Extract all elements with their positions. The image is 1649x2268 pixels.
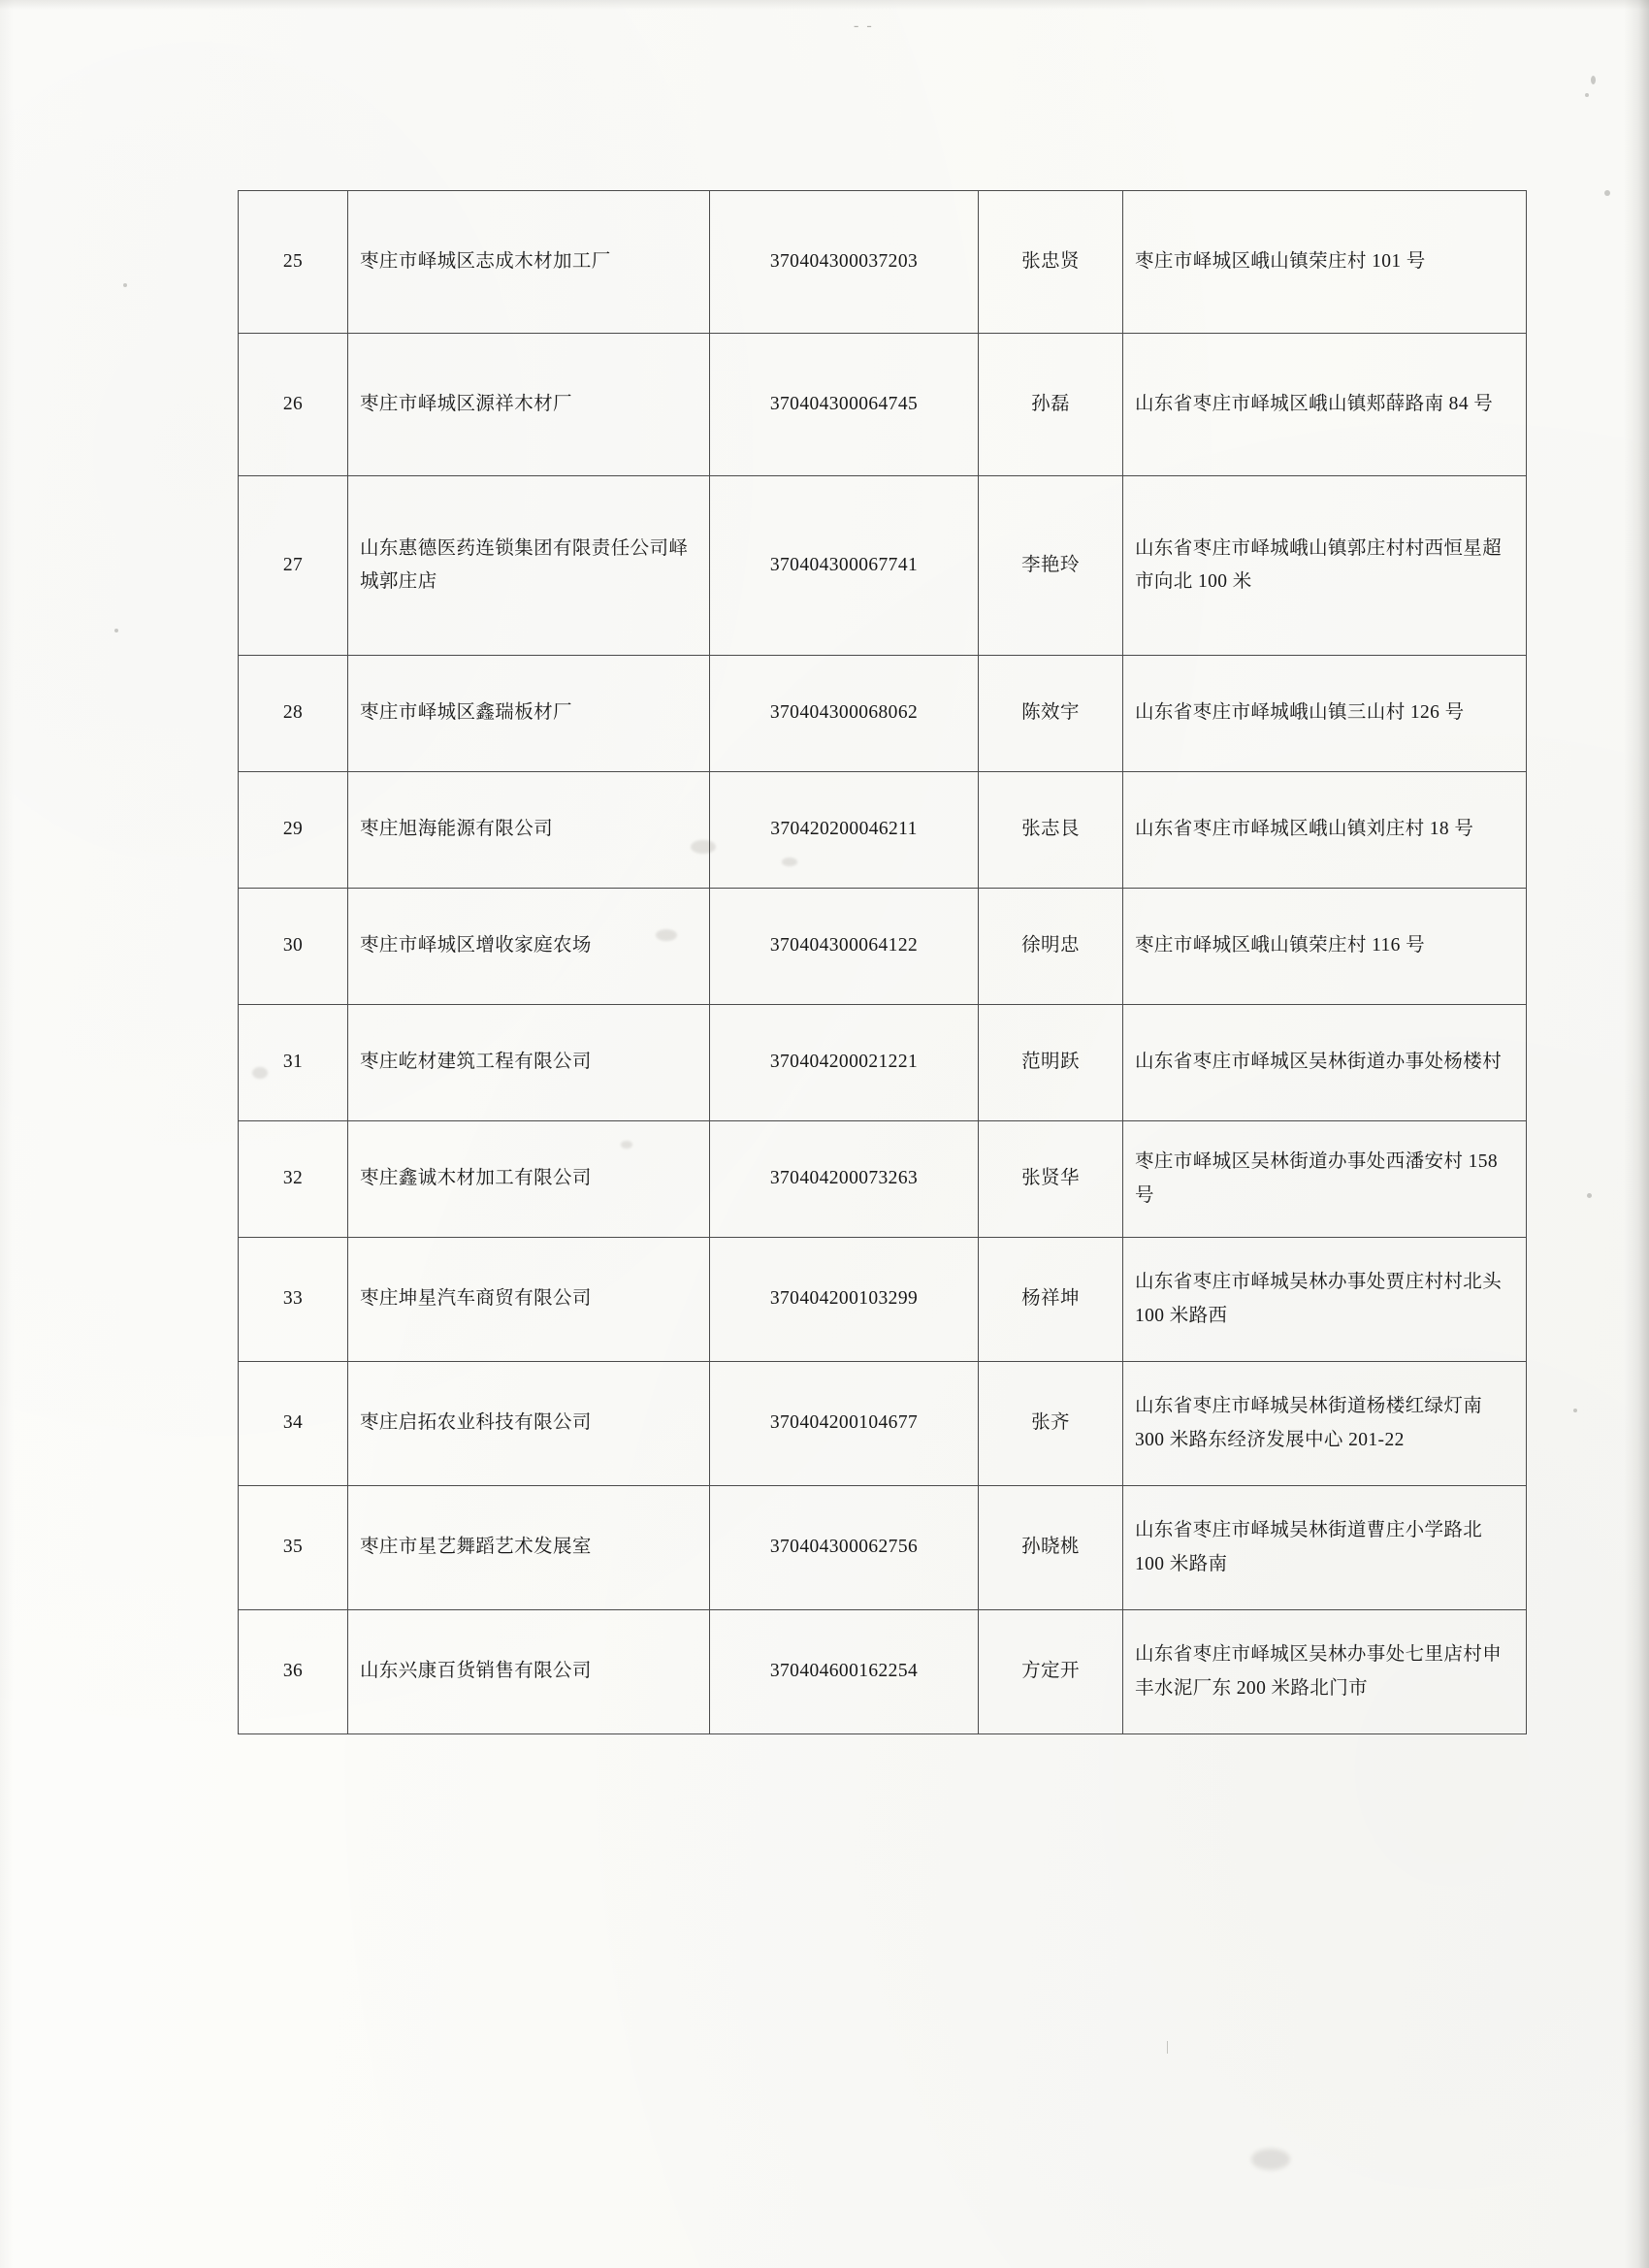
cell-rep: 李艳玲: [979, 476, 1123, 656]
cell-rep: 张忠贤: [979, 191, 1123, 334]
cell-name: 山东兴康百货销售有限公司: [348, 1610, 710, 1734]
cell-index: 30: [239, 889, 348, 1005]
cell-address: 山东省枣庄市峄城峨山镇郭庄村村西恒星超市向北 100 米: [1123, 476, 1527, 656]
table-body: [239, 191, 1527, 1734]
table-row: [239, 1610, 1527, 1734]
scan-speck: [1591, 76, 1596, 84]
cell-address: 山东省枣庄市峄城吴林街道杨楼红绿灯南 300 米路东经济发展中心 201-22: [1123, 1362, 1527, 1486]
cell-code: 370404200103299: [710, 1238, 979, 1362]
cell-index: 26: [239, 334, 348, 476]
cell-code: 370404300037203: [710, 191, 979, 334]
table-row: [239, 191, 1527, 334]
cell-name: 枣庄市峄城区鑫瑞板材厂: [348, 656, 710, 772]
cell-name: 枣庄市峄城区志成木材加工厂: [348, 191, 710, 334]
cell-name: 枣庄市峄城区增收家庭农场: [348, 889, 710, 1005]
cell-address: 山东省枣庄市峄城峨山镇三山村 126 号: [1123, 656, 1527, 772]
cell-name: 枣庄旭海能源有限公司: [348, 772, 710, 889]
table-row: [239, 1362, 1527, 1486]
cell-code: 370404200104677: [710, 1362, 979, 1486]
cell-address: 山东省枣庄市峄城区吴林街道办事处杨楼村: [1123, 1005, 1527, 1121]
scan-edge-top: [0, 0, 1649, 10]
cell-rep: 方定开: [979, 1610, 1123, 1734]
cell-address: 山东省枣庄市峄城区峨山镇郏薛路南 84 号: [1123, 334, 1527, 476]
table-row: [239, 889, 1527, 1005]
cell-name: 枣庄启拓农业科技有限公司: [348, 1362, 710, 1486]
cell-code: 370404600162254: [710, 1610, 979, 1734]
cell-address: 枣庄市峄城区吴林街道办事处西潘安村 158 号: [1123, 1121, 1527, 1238]
cell-index: 36: [239, 1610, 348, 1734]
table-row: [239, 1005, 1527, 1121]
cell-name: 山东惠德医药连锁集团有限责任公司峄城郭庄店: [348, 476, 710, 656]
cell-address: 山东省枣庄市峄城吴林街道曹庄小学路北 100 米路南: [1123, 1486, 1527, 1610]
cell-name: 枣庄坤星汽车商贸有限公司: [348, 1238, 710, 1362]
table-row: [239, 1121, 1527, 1238]
cell-index: 35: [239, 1486, 348, 1610]
cell-name: 枣庄市星艺舞蹈艺术发展室: [348, 1486, 710, 1610]
cell-index: 33: [239, 1238, 348, 1362]
cell-address: 山东省枣庄市峄城区吴林办事处七里店村申丰水泥厂东 200 米路北门市: [1123, 1610, 1527, 1734]
scan-speck: [1604, 190, 1610, 196]
cell-index: 29: [239, 772, 348, 889]
cell-address: 枣庄市峄城区峨山镇荣庄村 101 号: [1123, 191, 1527, 334]
cell-rep: 徐明忠: [979, 889, 1123, 1005]
cell-code: 370404200073263: [710, 1121, 979, 1238]
scan-speck: [1587, 1193, 1592, 1198]
scan-speck: [1585, 93, 1589, 97]
registry-table: [238, 190, 1527, 1734]
cell-name: 枣庄市峄城区源祥木材厂: [348, 334, 710, 476]
cell-rep: 范明跃: [979, 1005, 1123, 1121]
table-row: [239, 772, 1527, 889]
scan-edge-right: [1624, 0, 1649, 2268]
cell-index: 25: [239, 191, 348, 334]
cell-index: 28: [239, 656, 348, 772]
page-top-mark: - -: [854, 17, 874, 34]
scan-speck: [1573, 1409, 1577, 1412]
scan-speck: [114, 629, 118, 632]
scan-edge-left: [0, 0, 14, 2268]
cell-rep: 张齐: [979, 1362, 1123, 1486]
cell-address: 枣庄市峄城区峨山镇荣庄村 116 号: [1123, 889, 1527, 1005]
cell-code: 370404200021221: [710, 1005, 979, 1121]
cell-name: 枣庄屹材建筑工程有限公司: [348, 1005, 710, 1121]
cell-address: 山东省枣庄市峄城吴林办事处贾庄村村北头 100 米路西: [1123, 1238, 1527, 1362]
cell-code: 370404300062756: [710, 1486, 979, 1610]
table-row: [239, 1486, 1527, 1610]
cell-code: 370404300064745: [710, 334, 979, 476]
cell-rep: 张志艮: [979, 772, 1123, 889]
page-bottom-mark: |: [1166, 2039, 1171, 2055]
table-row: [239, 1238, 1527, 1362]
cell-rep: 杨祥坤: [979, 1238, 1123, 1362]
cell-rep: 张贤华: [979, 1121, 1123, 1238]
cell-code: 370420200046211: [710, 772, 979, 889]
cell-code: 370404300067741: [710, 476, 979, 656]
scan-speck: [123, 283, 127, 287]
scan-smudge: [1251, 2149, 1290, 2170]
cell-code: 370404300064122: [710, 889, 979, 1005]
cell-rep: 陈效宇: [979, 656, 1123, 772]
cell-rep: 孙磊: [979, 334, 1123, 476]
cell-index: 31: [239, 1005, 348, 1121]
table-row: [239, 476, 1527, 656]
cell-index: 34: [239, 1362, 348, 1486]
cell-name: 枣庄鑫诚木材加工有限公司: [348, 1121, 710, 1238]
cell-rep: 孙晓桃: [979, 1486, 1123, 1610]
cell-index: 32: [239, 1121, 348, 1238]
cell-index: 27: [239, 476, 348, 656]
cell-code: 370404300068062: [710, 656, 979, 772]
table-row: [239, 334, 1527, 476]
table-row: [239, 656, 1527, 772]
cell-address: 山东省枣庄市峄城区峨山镇刘庄村 18 号: [1123, 772, 1527, 889]
